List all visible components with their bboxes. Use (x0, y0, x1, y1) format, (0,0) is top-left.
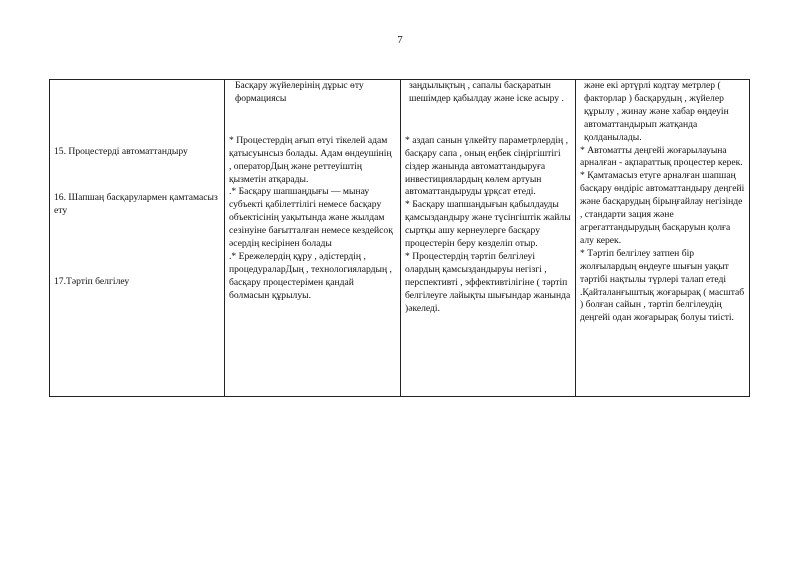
column-3-cell (401, 80, 576, 397)
col4-paragraph-1: және екі әртүрлі кодтау метрлер ( факторлар ) басқарудың , жүйелер құрылу , жинау және хабар өңдеуін автоматтандырып жатқанда қолданылады. (584, 80, 729, 143)
item-15-label: 15. Процестерді автоматтандыру (54, 146, 188, 157)
column-2-cell (225, 80, 401, 397)
col3-paragraph-3: * Басқару шапшаңдығын қабылдауды қамсыздандыру және түсінгіштік жайлы сыртқы ашу кернеулерге басқару процестерін беру көзделіп отыр. (405, 199, 571, 250)
col2-paragraph-4: .* Ережелердің құру , әдістердің , процедураларДың , технологиялардың , басқару процестерімен қандай болмасын құрылуы. (229, 250, 392, 301)
column-1-cell (50, 80, 225, 397)
content-table (49, 79, 750, 397)
page-number: 7 (397, 34, 403, 46)
col2-paragraph-2: * Процестердің ағып өтуі тікелей адам қатысуынсыз болады. Адам өндеушінің , операторДың және реттеуіштің қызметін атқарады. (229, 134, 392, 185)
col3-paragraph-1: заңдылықтың , сапалы басқаратын шешімдер қабылдау және іске асыру . (409, 80, 564, 104)
col3-paragraph-4: * Процестердің тәртіп белгілеуі олардың қамсыздандыруы негізгі , перспективті , эффективтілігіне ( тәртіп белгілеуге лайықты шығындар жанында )әкеледі. (405, 250, 571, 314)
column-4-cell (576, 80, 750, 397)
col4-paragraph-3: * Қамтамасыз етуге арналған шапшаң басқару өндіріс автоматтандыру деңгейі және басқарудың бірыңғайлау негізінде , стандарти зация және агрегаттандырудың басқаруын қолға алу керек. (580, 170, 745, 246)
col2-paragraph-3: .* Басқару шапшаңдығы — мынау субъекті қабілеттілігі немесе басқару объектісінің уақытында және жылдам сезінуіне бағытталған немесе кездейсоқ әсердің кесірінен болады (229, 186, 393, 250)
col3-paragraph-2: * аздап санын үлкейту параметрлердің , басқару сапа , оның еңбек сіңіргіштігі сіздер жанында автоматтандыруға инвестициялардың көлем артуын автоматтандыруды ұрқсат етеді. (405, 134, 568, 198)
table-row (50, 80, 750, 397)
item-17-label: 17.Тәртіп белгілеу (54, 275, 130, 287)
col4-paragraph-2: * Автоматты деңгейі жоғарылауына арналған - ақпараттық процестер керек. (580, 144, 743, 169)
col4-paragraph-4: * Тәртіп белгілеу затпен бір жолғылардың өңдеуге шығын уақыт тәртібі нақтылы түрлері талап етеді .Қайталанғыштық жоғарырақ ( масштаб ) болған сайын , тәртіп белгілеудің деңгейі одан жоғарырақ болуы тиісті. (580, 247, 745, 324)
col2-paragraph-1: Басқару жүйелерінің дұрыс өту формациясы (235, 80, 364, 104)
item-16-label: 16. Шапшаң басқарулармен қамтамасыз ету (54, 191, 218, 216)
